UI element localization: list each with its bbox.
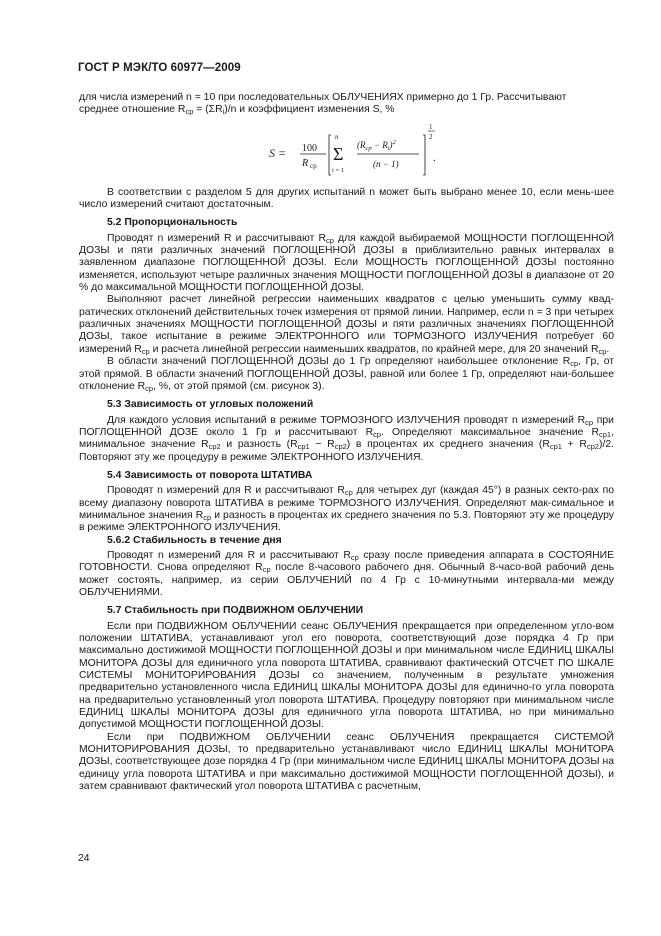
frac-den: (n − 1)	[373, 158, 399, 169]
text: .	[606, 343, 610, 355]
s562-paragraph-1	[79, 550, 614, 599]
heading-5-6-2: 5.6.2 Стабильность в течение дня	[107, 534, 282, 546]
s53-paragraph-1	[79, 415, 614, 464]
text: при ПОГЛОЩЕННОЙ ДОЗЕ около 1 Гр и рассчитывают R	[79, 414, 614, 438]
text: Проводят n измерений R и рассчитывают R	[107, 232, 326, 244]
text: Проводят n измерений для R и рассчитывают R	[107, 485, 345, 497]
subscript: ср2	[586, 442, 599, 452]
subscript: ср	[203, 512, 212, 522]
text: + R	[561, 439, 587, 451]
text: и разность (R	[220, 439, 298, 451]
text: − R	[309, 439, 335, 451]
subscript: ср2	[334, 442, 347, 452]
formula-den: R	[302, 157, 309, 169]
intro-text: = (ΣR	[193, 104, 223, 116]
heading-5-2: 5.2 Пропорциональность	[107, 217, 238, 229]
s54-paragraph-1	[79, 485, 614, 534]
variation-formula	[269, 117, 529, 185]
subscript: ср	[344, 488, 353, 498]
formula-block	[79, 117, 614, 187]
s57-paragraph-1: Если при ПОДВИЖНОМ ОБЛУЧЕНИИ сеанс ОБЛУЧЕНИЯ прекращается при определенном угло-вом положении ШТАТИВА, устанавливают угол его поворота, соответствующий дозе порядка 4 Гр при максимально достижимой МОЩНОСТИ ПОГЛОЩЕННОЙ ДОЗЫ и при минимальном числе ЕДИНИЦ ШКАЛЫ МОНИТОРА ДОЗЫ для единичного угла поворота ШТАТИВА, сравнивают фактический ОТСЧЕТ ПО ШКАЛЕ СИСТЕМЫ МОНИТОРИРОВАНИЯ ДОЗЫ со значением, полученным в результате умножения предварительно установленного числа ЕДИНИЦ ШКАЛЫ МОНИТОРА ДОЗЫ для единично-го угла поворота на предварительно установленный угол поворота ШТАТИВА. Процедуру повторяют при минимальном числе ЕДИНИЦ ШКАЛЫ МОНИТОРА ДОЗЫ для единичного угла поворота ШТАТИВА, но при минимально допустимой МОЩНОСТИ ПОГЛОЩЕННОЙ ДОЗЫ.	[79, 620, 614, 731]
document-body	[79, 92, 614, 794]
exp-bottom: 2	[429, 132, 433, 141]
text: Для каждого условия испытаний в режиме ТОРМОЗНОГО ИЗЛУЧЕНИЯ проводят n измерений R	[107, 414, 586, 426]
formula-den-sub: ср	[310, 161, 317, 170]
text: , минимальное значение R	[79, 426, 614, 451]
formula-num: 100	[302, 142, 317, 154]
sum-sign: Σ	[333, 143, 344, 164]
text: Выполняют расчет линейной регрессии наименьших квадратов с целью уменьшить сумму квад-ратических отклонений действительных точек измерения от прямой линии. Например, если n = 3 при четырех различных значениях МОЩНОСТИ ПОГЛОЩЕННОЙ ДОЗЫ и пяти различных значениях ПОГЛОЩЕННОЙ ДОЗЫ, такое испытание в режиме ЭЛЕКТРОННОГО или ТОРМОЗНОГО ИЗЛУЧЕНИЯ потребует 60 измерений R	[79, 294, 614, 355]
text: для четырех дуг (каждая 45°) в разных секто-рах по всему диапазону поворота ШТАТИВА в режиме ТОРМОЗНОГО ИЗЛУЧЕНИЯ. Определяют мак-симальное и минимальное значения R	[79, 485, 614, 521]
s57-paragraph-2: Если при ПОДВИЖНОМ ОБЛУЧЕНИИ сеанс ОБЛУЧЕНИЯ прекращается СИСТЕМОЙ МОНИТОРИРОВАНИЯ ДОЗЫ, то предварительно устанавливают число ЕДИНИЦ ШКАЛЫ МОНИТОРА ДОЗЫ, соответствующее дозе порядка 4 Гр (при минимальном числе ЕДИНИЦ ШКАЛЫ МОНИТОРА ДОЗЫ на единицу угла поворота ШТАТИВА и при максимально достижимой МОЩНОСТИ ПОГЛОЩЕННОЙ ДОЗЫ), и затем сравнивают фактический угол поворота ШТАТИВА с расчетным,	[79, 731, 614, 793]
intro-text: среднее отношение R	[79, 104, 186, 116]
subscript: ср1	[599, 429, 612, 439]
text: сразу после приведения аппарата в СОСТОЯНИЕ ГОТОВНОСТИ. Снова определяют R	[79, 549, 614, 574]
intro-line1: для числа измерений n = 10 при последовательных ОБЛУЧЕНИЯХ примерно до 1 Гр. Рассчитывают	[79, 92, 567, 103]
subscript: i	[222, 107, 225, 117]
subscript: ср	[325, 235, 334, 245]
text: Проводят n измерений для R и рассчитывают R	[107, 549, 351, 561]
heading-5-7: 5.7 Стабильность при ПОДВИЖНОМ ОБЛУЧЕНИИ	[107, 605, 364, 617]
intro-text: )/n и коэффициент изменения S, %	[224, 104, 395, 116]
subscript: ср	[262, 565, 271, 575]
exp-top: 1	[429, 122, 433, 131]
subscript: ср	[373, 429, 381, 439]
subscript: ср	[145, 383, 154, 393]
heading-5-3: 5.3 Зависимость от угловых положений	[107, 399, 314, 411]
text: . Определяют максимальное значение R	[381, 426, 600, 438]
text: для каждой выбираемой МОЩНОСТИ ПОГЛОЩЕННОЙ ДОЗЫ и пяти различных значений ПОГЛОЩЕННОЙ ДОЗЫ в приблизительно равных интервалах в заявленном диапазоне ПОГЛОЩЕННОЙ ДОЗЫ. Если МОЩНОСТЬ ПОГЛОЩЕННОЙ ДОЗЫ постоянно изменяется, используют четыре различных значения МОЩНОСТИ ПОГЛОЩЕННОЙ ДОЗЫ в диапазоне от 20 % до максимальной МОЩНОСТИ ПОГЛОЩЕННОЙ ДОЗЫ.	[79, 232, 614, 294]
heading-5-4: 5.4 Зависимость от поворота ШТАТИВА	[107, 469, 313, 481]
subscript: ср	[141, 346, 150, 356]
formula-tail: .	[433, 151, 436, 164]
text: и расчета линейной регрессии наименьших квадратов, по крайней мере, для 20 значений R	[149, 343, 599, 355]
s52-paragraph-1	[79, 233, 614, 295]
text: после 8-часового рабочего дня. Обычный 8-часо-вой рабочий день может состоять, например, из серии ОБЛУЧЕНИЙ по 4 Гр с 10-минутными интервала-ми между ОБЛУЧЕНИЯМИ.	[79, 562, 614, 598]
subscript: ср1	[297, 442, 310, 452]
intro-paragraph	[79, 92, 614, 117]
text: В области значений ПОГЛОЩЕННОЙ ДОЗЫ до 1 Гр определяют наибольшее отклонение R	[107, 356, 571, 368]
formula-lhs: S =	[269, 145, 287, 160]
section5-note: В соответствии с разделом 5 для других испытаний n может быть выбрано менее 10, если мень-шее число измерений считают достаточным.	[79, 186, 614, 211]
text: , %, от этой прямой (см. рисунок 3).	[153, 380, 325, 392]
subscript: ср	[585, 417, 594, 427]
sum-top: n	[335, 132, 339, 141]
frac-num: $(R_{ср} - R_i)^2$	[357, 138, 396, 152]
subscript: ср	[185, 107, 194, 117]
subscript: ср	[598, 346, 607, 356]
subscript: ср	[350, 552, 359, 562]
sum-bottom: i = 1	[332, 166, 344, 174]
text: )/2. Повторяют эту же процедуру в режиме ЭЛЕКТРОННОГО ИЗЛУЧЕНИЯ.	[79, 439, 614, 463]
page-header: ГОСТ Р МЭК/ТО 60977—2009	[78, 62, 241, 74]
text: и разность в процентах их среднего значения по 5.3. Повторяют эту же процедуру в режиме ЭЛЕКТРОННОГО ИЗЛУЧЕНИЯ.	[79, 509, 614, 534]
s52-paragraph-2	[79, 294, 614, 356]
text: ) в процентах их среднего значения (R	[346, 439, 550, 451]
subscript: ср2	[208, 442, 221, 452]
text: , Гр, от этой прямой. В области значений ПОГЛОЩЕННОЙ ДОЗЫ, равной или более 1 Гр, определяют наи-большее отклонение R	[79, 356, 615, 392]
page-number: 24	[78, 853, 90, 864]
subscript: ср	[570, 359, 579, 369]
subscript: ср1	[549, 442, 562, 452]
s52-paragraph-3	[79, 356, 614, 393]
